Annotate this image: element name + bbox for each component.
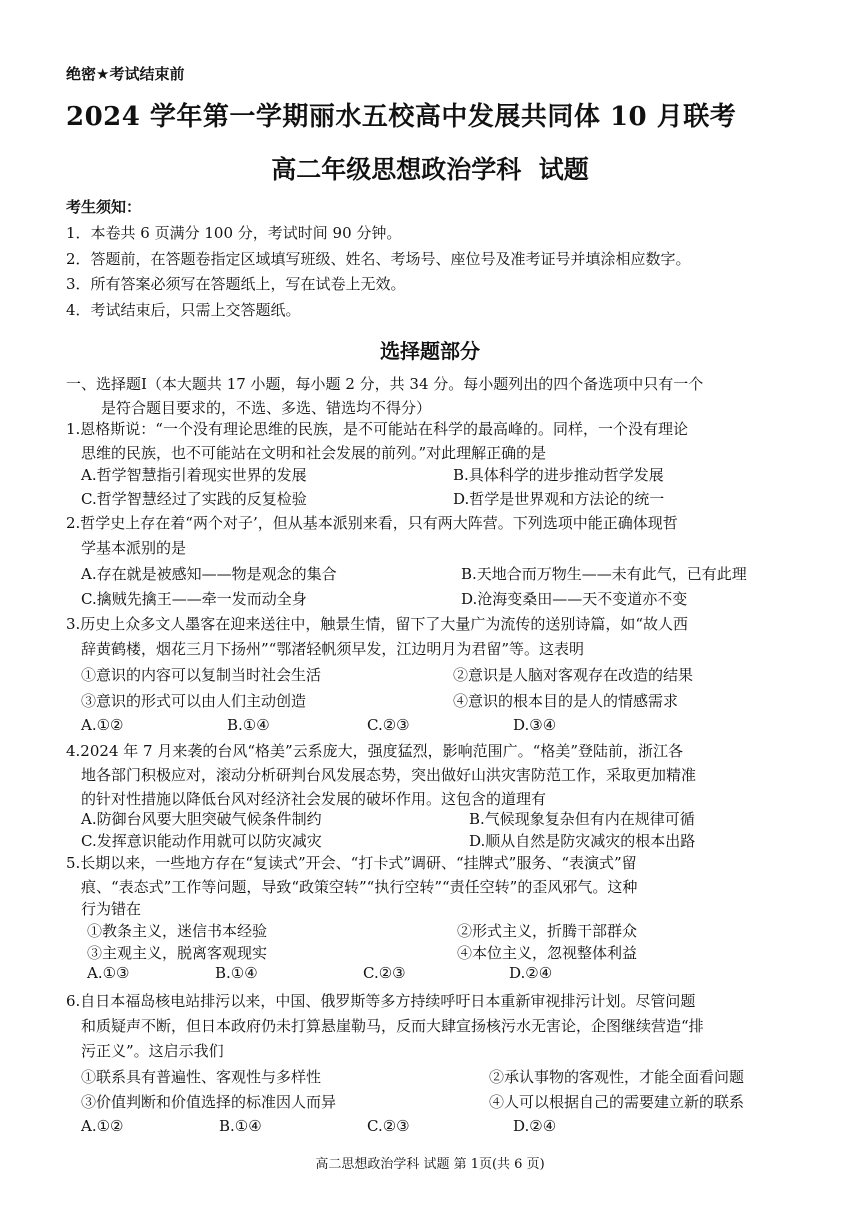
answer-option: D.②④ [513, 1117, 557, 1135]
question-stem: 6.自日本福岛核电站排污以来，中国、俄罗斯等多方持续呼吁日本重新审视排污计划。尽管问题 [66, 992, 696, 1010]
confidential-label: 绝密★考试结束前 [66, 65, 185, 83]
statement-item: ③主观主义，脱离客观现实 [87, 944, 268, 962]
notice-item: 4．考试结束后，只需上交答题纸。 [66, 301, 301, 319]
answer-option: C.哲学智慧经过了实践的反复检验 [81, 490, 307, 508]
answer-option: B.气候现象复杂但有内在规律可循 [469, 810, 695, 828]
question-stem: 5.长期以来，一些地方存在“复读式”开会、“打卡式”调研、“挂牌式”服务、“表演式”留 [66, 854, 637, 872]
answer-option: C.擒贼先擒王——牵一发而动全身 [81, 590, 307, 608]
answer-option: A.①② [81, 1117, 124, 1135]
statement-item: ①教条主义，迷信书本经验 [87, 922, 268, 940]
answer-option: A.哲学智慧指引着现实世界的发展 [81, 466, 307, 484]
answer-option: D.③④ [513, 716, 557, 734]
page-footer: 高二思想政治学科 试题 第 1页(共 6 页) [315, 1157, 545, 1172]
answer-option: C.发挥意识能动作用就可以防灾减灾 [81, 832, 322, 850]
statement-item: ④意识的根本目的是人的情感需求 [453, 692, 679, 710]
question-stem: 4.2024 年 7 月来袭的台风“格美”云系庞大，强度猛烈，影响范围广。“格美”登陆前，浙江各 [66, 742, 684, 760]
answer-option: C.②③ [367, 1117, 410, 1135]
notice-item: 3．所有答案必须写在答题纸上，写在试卷上无效。 [66, 275, 406, 293]
statement-item: ①联系具有普遍性、客观性与多样性 [81, 1068, 322, 1086]
answer-option: A.①③ [87, 964, 130, 982]
statement-item: ④本位主义，忽视整体利益 [457, 944, 638, 962]
question-stem: 学基本派别的是 [81, 539, 187, 557]
part-instructions: 一、选择题Ⅰ（本大题共 17 小题，每小题 2 分，共 34 分。每小题列出的四个备选项中只有一个 [66, 375, 704, 393]
notice-heading: 考生须知： [66, 198, 142, 216]
question-stem: 思维的民族，也不可能站在文明和社会发展的前列。”对此理解正确的是 [81, 444, 547, 462]
notice-item: 2．答题前，在答题卷指定区域填写班级、姓名、考场号、座位号及准考证号并填涂相应数字。 [66, 250, 691, 268]
answer-option: C.②③ [367, 716, 410, 734]
statement-item: ①意识的内容可以复制当时社会生活 [81, 666, 322, 684]
exam-subtitle: 高二年级思想政治学科 试题 [271, 155, 589, 184]
question-stem: 痕、“表态式”工作等问题，导致“政策空转”“执行空转”“责任空转”的歪风邪气。这种 [81, 878, 638, 896]
statement-item: ④人可以根据自己的需要建立新的联系 [489, 1093, 745, 1111]
question-stem: 地各部门积极应对，滚动分析研判台风发展态势，突出做好山洪灾害防范工作，采取更加精准 [81, 766, 697, 784]
statement-item: ②意识是人脑对客观存在改造的结果 [453, 666, 694, 684]
section-title: 选择题部分 [380, 339, 480, 363]
question-stem: 1.恩格斯说：“一个没有理论思维的民族，是不可能站在科学的最高峰的。同样，一个没有理论 [66, 420, 688, 438]
statement-item: ③意识的形式可以由人们主动创造 [81, 692, 307, 710]
answer-option: D.顺从自然是防灾减灾的根本出路 [469, 832, 696, 850]
answer-option: A.①② [81, 716, 124, 734]
answer-option: D.沧海变桑田——天不变道亦不变 [461, 590, 688, 608]
notice-item: 1．本卷共 6 页满分 100 分，考试时间 90 分钟。 [66, 224, 402, 242]
statement-item: ②形式主义，折腾干部群众 [457, 922, 638, 940]
answer-option: D.②④ [509, 964, 553, 982]
statement-item: ②承认事物的客观性，才能全面看问题 [489, 1068, 745, 1086]
question-stem: 和质疑声不断，但日本政府仍未打算悬崖勒马，反而大肆宣扬核污水无害论，企图继续营造“排 [81, 1017, 704, 1035]
answer-option: C.②③ [363, 964, 406, 982]
question-stem: 的针对性措施以降低台风对经济社会发展的破坏作用。这包含的道理有 [81, 790, 547, 808]
question-stem: 2.哲学史上存在着“两个对子’，但从基本派别来看，只有两大阵营。下列选项中能正确体现哲 [66, 514, 678, 532]
answer-option: B.天地合而万物生——未有此气，已有此理 [461, 565, 747, 583]
question-stem: 污正义”。这启示我们 [81, 1042, 224, 1060]
question-stem: 3.历史上众多文人墨客在迎来送往中，触景生情，留下了大量广为流传的送别诗篇，如“故人西 [66, 615, 688, 633]
answer-option: D.哲学是世界观和方法论的统一 [453, 490, 665, 508]
answer-option: B.①④ [219, 1117, 262, 1135]
answer-option: B.①④ [215, 964, 258, 982]
part-instructions-cont: 是符合题目要求的，不选、多选、错选均不得分） [101, 399, 432, 417]
statement-item: ③价值判断和价值选择的标准因人而异 [81, 1093, 337, 1111]
question-stem: 行为错在 [81, 900, 142, 918]
answer-option: A.防御台风要大胆突破气候条件制约 [81, 810, 322, 828]
answer-option: B.①④ [227, 716, 270, 734]
question-stem: 辞黄鹤楼，烟花三月下扬州”“鄂渚轻帆须早发，江边明月为君留”等。这表明 [81, 640, 585, 658]
answer-option: A.存在就是被感知——物是观念的集合 [81, 565, 337, 583]
answer-option: B.具体科学的进步推动哲学发展 [453, 466, 664, 484]
exam-title: 2024 学年第一学期丽水五校高中发展共同体 10 月联考 [66, 102, 737, 132]
